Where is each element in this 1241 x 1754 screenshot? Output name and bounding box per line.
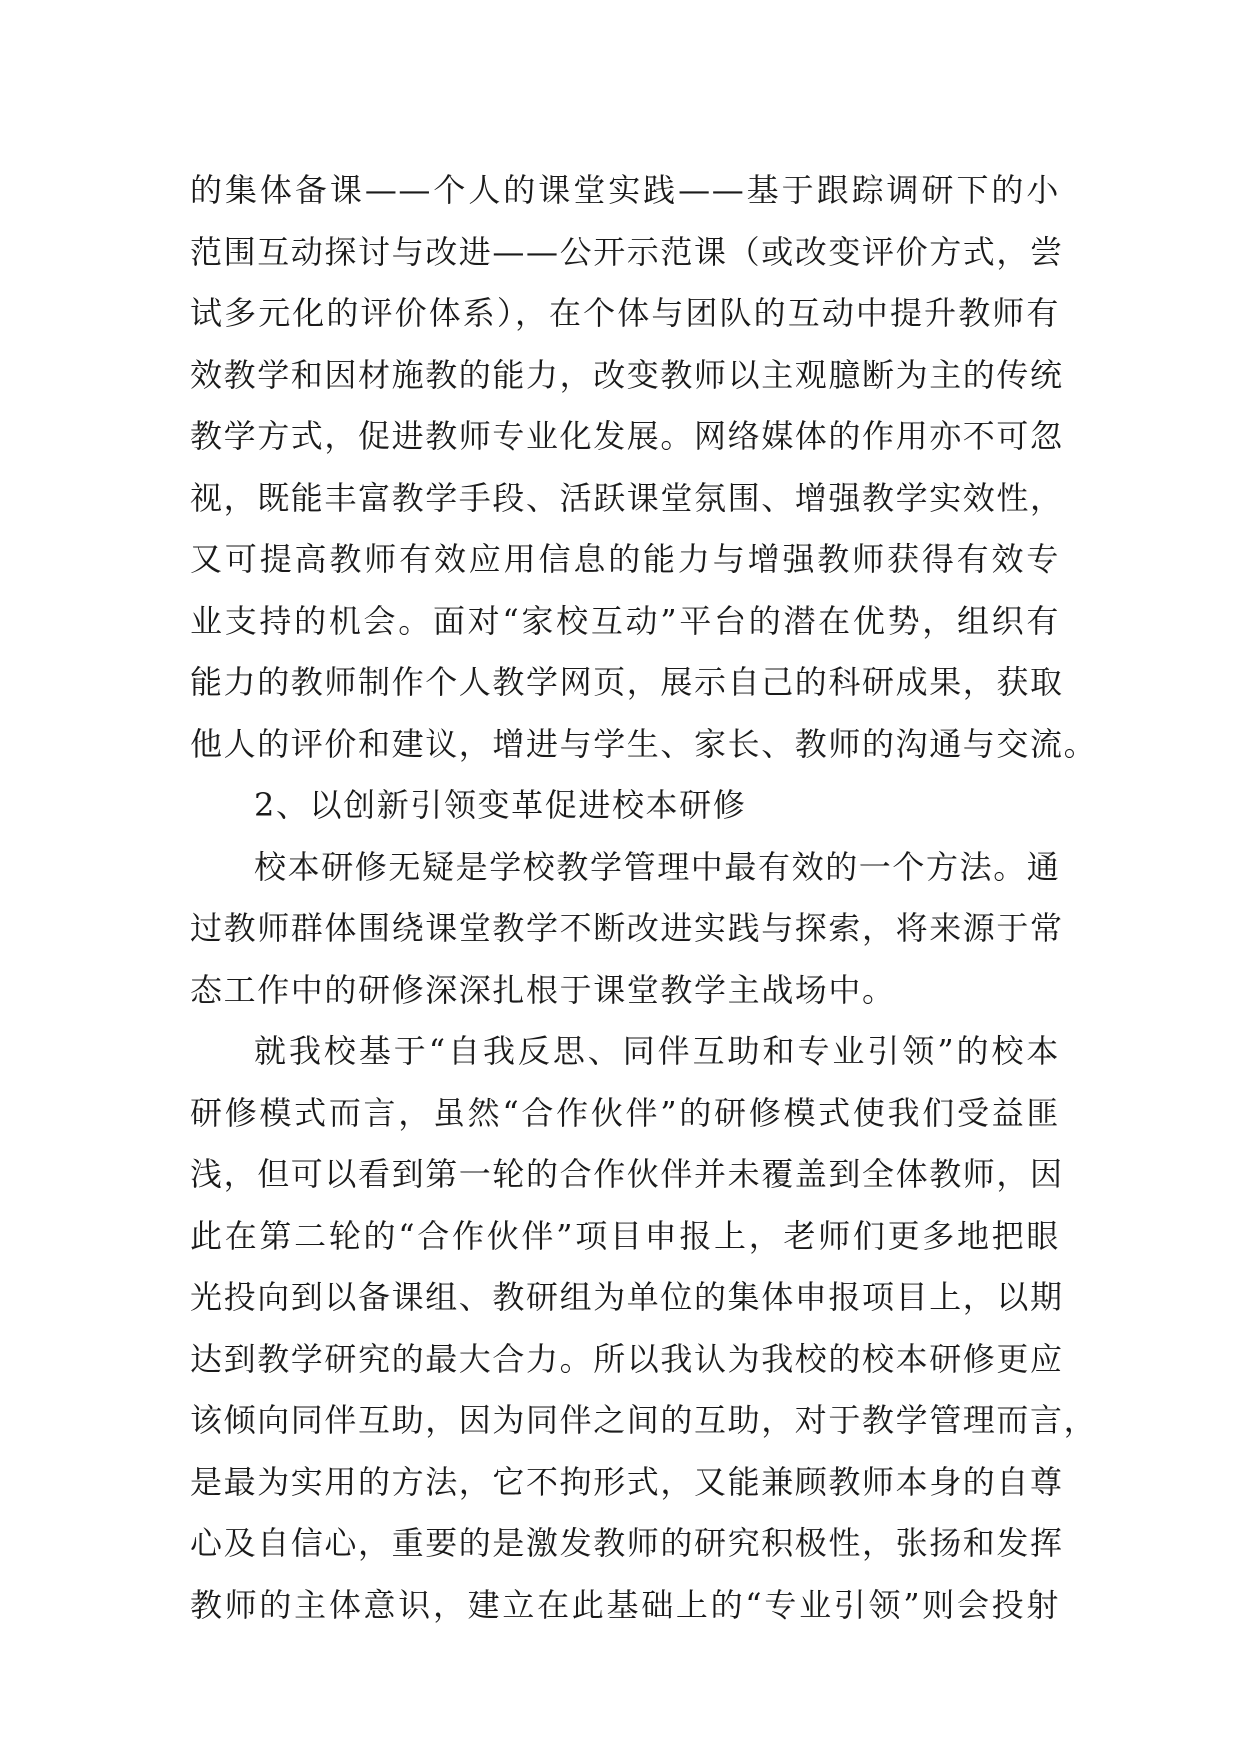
text-line: 效教学和因材施教的能力，改变教师以主观臆断为主的传统 <box>190 355 1064 394</box>
text-line: 范围互动探讨与改进——公开示范课（或改变评价方式，尝 <box>190 232 1064 271</box>
text-line: 就我校基于“自我反思、同伴互助和专业引领”的校本 <box>254 1032 1060 1070</box>
text-line: 业支持的机会。面对“家校互动”平台的潜在优势，组织有 <box>190 601 1060 640</box>
text-line: 达到教学研究的最大合力。所以我认为我校的校本研修更应 <box>190 1339 1064 1378</box>
text-line: 过教师群体围绕课堂教学不断改进实践与探索，将来源于常 <box>190 909 1064 947</box>
text-line: 教学方式，促进教师专业化发展。网络媒体的作用亦不可忽 <box>190 417 1064 455</box>
text-line: 是最为实用的方法，它不拘形式，又能兼顾教师本身的自尊 <box>190 1462 1064 1501</box>
text-line: 研修模式而言，虽然“合作伙伴”的研修模式使我们受益匪 <box>190 1093 1060 1132</box>
text-line: 心及自信心，重要的是激发教师的研究积极性，张扬和发挥 <box>190 1524 1064 1562</box>
text-line: 试多元化的评价体系），在个体与团队的互动中提升教师有 <box>190 294 1060 332</box>
text-line: 能力的教师制作个人教学网页，展示自己的科研成果，获取 <box>190 663 1064 701</box>
text-line: 该倾向同伴互助，因为同伴之间的互助，对于教学管理而言， <box>190 1401 1098 1439</box>
text-line: 校本研修无疑是学校教学管理中最有效的一个方法。通 <box>254 847 1061 886</box>
body-text <box>190 160 1098 1636</box>
text-line: 他人的评价和建议，增进与学生、家长、教师的沟通与交流。 <box>190 724 1098 763</box>
text-line: 此在第二轮的“合作伙伴”项目申报上，老师们更多地把眼 <box>190 1216 1060 1255</box>
text-line: 光投向到以备课组、教研组为单位的集体申报项目上，以期 <box>190 1278 1064 1316</box>
text-line: 浅，但可以看到第一轮的合作伙伴并未覆盖到全体教师，因 <box>190 1155 1064 1193</box>
text-line: 视，既能丰富教学手段、活跃课堂氛围、增强教学实效性， <box>190 478 1064 517</box>
section-heading: 2、以创新引领变革促进校本研修 <box>254 786 747 824</box>
text-line: 又可提高教师有效应用信息的能力与增强教师获得有效专 <box>190 540 1060 578</box>
text-line: 态工作中的研修深深扎根于课堂教学主战场中。 <box>190 970 896 1009</box>
text-line: 教师的主体意识，建立在此基础上的“专业引领”则会投射 <box>190 1585 1060 1624</box>
text-line: 的集体备课——个人的课堂实践——基于跟踪调研下的小 <box>190 171 1060 209</box>
